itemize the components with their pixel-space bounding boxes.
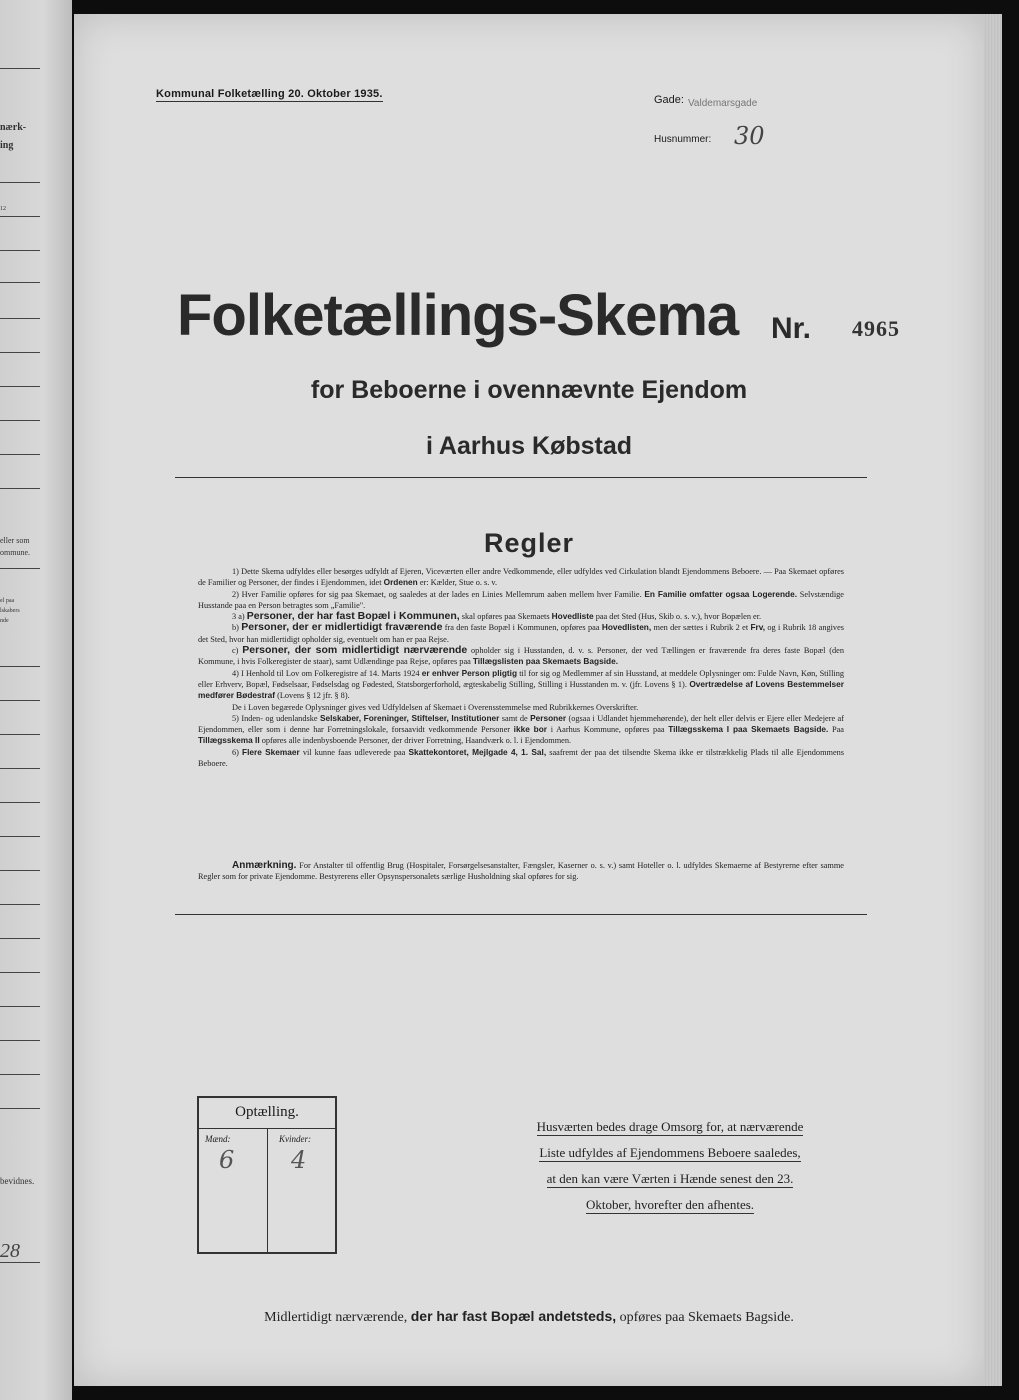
rule-3b: b) Personer, der er midlertidigt fraværende fra den faste Bopæl i Kommunen, opføres paa Hovedlisten, men der sættes i Rubrik 2 et Frv, og i Rubrik 18 angives det Sted, hvor han midlertidigt opholder sig, eventuelt om han er paa Rejse. [198, 621, 844, 644]
street-value: Valdemarsgade [688, 98, 758, 109]
ruled-line [0, 250, 40, 251]
ruled-line [0, 68, 40, 69]
remark [198, 860, 844, 883]
rule-5: 5) Inden- og udenlandske Selskaber, Foreninger, Stiftelser, Institutioner samt de Personer (ogsaa i Udlandet hjemmehørende), der helt eller delvis er Ejere eller Medejere af Ejendommen, eller som i denne har Forretningslokale, forsaavidt vedkommende Personer ikke bor i Aarhus Kommune, opføres paa Tillægsskema I paa Skemaets Bagside. Paa Tillægsskema II opføres alle indenbysboende Personer, der driver Forretning, Haandværk o. l. i Ejendommen. [198, 712, 845, 746]
ruled-line [0, 904, 40, 905]
count-divider [267, 1128, 268, 1254]
ruled-line [0, 318, 40, 319]
ruled-line [0, 700, 40, 701]
form-subtitle-location: i Aarhus Købstad [425, 432, 633, 460]
ruled-line [0, 938, 40, 939]
page-fragment: 12 [0, 206, 6, 212]
ruled-line [0, 1108, 40, 1109]
rule-1: 1) Dette Skema udfyldes eller besørges udfyldt af Ejeren, Viceværten eller andre Vedkommende, eller udfyldes ved Cirkulation blandt Ejendommens Beboere. — Paa Skemaet opføres de Familier og Personer, der findes i Ejendommen, idet Ordenen er: Kælder, Stue o. s. v. [198, 567, 844, 588]
form-subtitle: for Beboerne i ovennævnte Ejendom [310, 376, 748, 404]
page-fragment: nærk- [0, 122, 27, 133]
ruled-line [0, 352, 40, 353]
previous-page-edge [0, 0, 72, 1400]
rule-6: 6) Flere Skemaer vil kunne faas udleverede paa Skattekontoret, Mejlgade 4, 1. Sal, saafremt der paa det tilsendte Skema ikke er tilstrækkelig Plads til alle Ejendommens Beboere. [198, 746, 845, 769]
footer-note: Midlertidigt nærværende, der har fast Bopæl andetsteds, opføres paa Skemaets Bagside. [264, 1308, 794, 1325]
rule-4-note: De i Loven begærede Oplysninger gives ved Udfyldelsen af Skemaet i Overensstemmelse med Rubrikkernes Overskrifter. [232, 702, 639, 712]
ruled-line [0, 386, 40, 387]
ruled-line [0, 216, 40, 217]
ruled-line [0, 802, 40, 803]
remark-label: Anmærkning. [232, 860, 297, 871]
page-fragment: el paa [0, 598, 15, 604]
form-title: Folketællings-Skema [177, 283, 739, 348]
notice-line: Oktober, hvorefter den afhentes. [585, 1197, 755, 1212]
women-label: Kvinder: [279, 1134, 311, 1144]
landlord-notice [500, 1114, 840, 1218]
census-header: Kommunal Folketælling 20. Oktober 1935. [156, 88, 383, 100]
notice-line: Liste udfyldes af Ejendommens Beboere saaledes, [539, 1145, 801, 1160]
ruled-line [0, 1006, 40, 1007]
handwritten-number: 28 [0, 1240, 20, 1262]
rules-heading: Regler [483, 528, 575, 558]
count-box [197, 1096, 337, 1254]
ruled-line [0, 568, 40, 569]
rule-2: 2) Hver Familie opføres for sig paa Skemaet, og saaledes at der lades en Linies Mellemrum aaben mellem hver Familie. En Familie omfatter ogsaa Logerende. Selvstændige Husstande paa en Person betragtes som „Familie". [198, 588, 844, 610]
street-label: Gade: [654, 94, 684, 106]
ruled-line [0, 972, 40, 973]
ruled-line [0, 454, 40, 455]
number-label: Nr. [771, 312, 812, 345]
count-title: Optælling. [235, 1104, 299, 1120]
remark-text: For Anstalter til offentlig Brug (Hospitaler, Forsørgelsesanstalter, Fængsler, Kaserner o. s. v.) samt Hoteller o. l. udfyldes Skemaerne af Bestyrerne efter samme Regler som for private Ejendomme. Bestyrerens eller Opsynspersonalets særlige Husholdning skal opføres for sig. [198, 861, 844, 882]
ruled-line [0, 182, 40, 183]
ruled-line [0, 836, 40, 837]
rule-3c: c) Personer, der som midlertidigt nærværende opholder sig i Husstanden, d. v. s. Personer, der ved Tællingen er fraværende fra deres faste Bopæl (den Kommune, i hvis Folkeregister de staar), samt Udlændinge paa Rejse, opføres paa Tillægslisten paa Skemaets Bagside. [198, 644, 844, 667]
rule-4: 4) I Henhold til Lov om Folkeregistre af 14. Marts 1924 er enhver Person pligtig til for sig og Medlemmer af sin Husstand, at meddele Oplysninger om: Fulde Navn, Køn, Stilling eller Erhverv, Bopæl, Fødselsaar, Fødselsdag og Fødested, Statsborgerforhold, ægteskabelig Stilling, Stilling i Husstanden m. v. (jfr. Lovens § 1). Overtrædelse af Lovens Bestemmelser medfører Bødestraf (Lovens § 12 jfr. § 8). [198, 667, 845, 701]
ruled-line [0, 870, 40, 871]
page-fragment: nde [0, 618, 9, 624]
ruled-line [0, 1074, 40, 1075]
ruled-line [0, 488, 40, 489]
house-number-label: Husnummer: [654, 134, 712, 145]
page-fragment: lskabers [0, 608, 20, 614]
notice-line: at den kan være Værten i Hænde senest den 23. [546, 1171, 794, 1186]
men-label: Mænd: [205, 1134, 231, 1144]
divider [175, 477, 867, 478]
ruled-line [0, 666, 40, 667]
rules-text [198, 566, 844, 769]
women-count: 4 [291, 1146, 307, 1174]
page-fragment: eller som [0, 536, 30, 545]
ruled-line [0, 734, 40, 735]
ruled-line [0, 1040, 40, 1041]
notice-line: Husværten bedes drage Omsorg for, at nærværende [536, 1119, 804, 1134]
ruled-line [0, 282, 40, 283]
rule-3a: 3 a) Personer, der har fast Bopæl i Kommunen, skal opføres paa Skemaets Hovedliste paa det Sted (Hus, Skib o. s. v.), hvor Bopælen er. [232, 610, 762, 623]
census-form-page [74, 14, 984, 1386]
page-stack-edge [984, 14, 1002, 1386]
house-number-value: 30 [734, 122, 765, 150]
ruled-line [0, 420, 40, 421]
men-count: 6 [219, 1146, 235, 1174]
page-fragment: ing [0, 140, 14, 151]
divider [175, 914, 867, 915]
ruled-line [0, 768, 40, 769]
form-number: 4965 [852, 316, 900, 341]
page-fragment: ommune. [0, 548, 30, 557]
page-fragment: bevidnes. [0, 1176, 35, 1186]
ruled-line [0, 1262, 40, 1263]
